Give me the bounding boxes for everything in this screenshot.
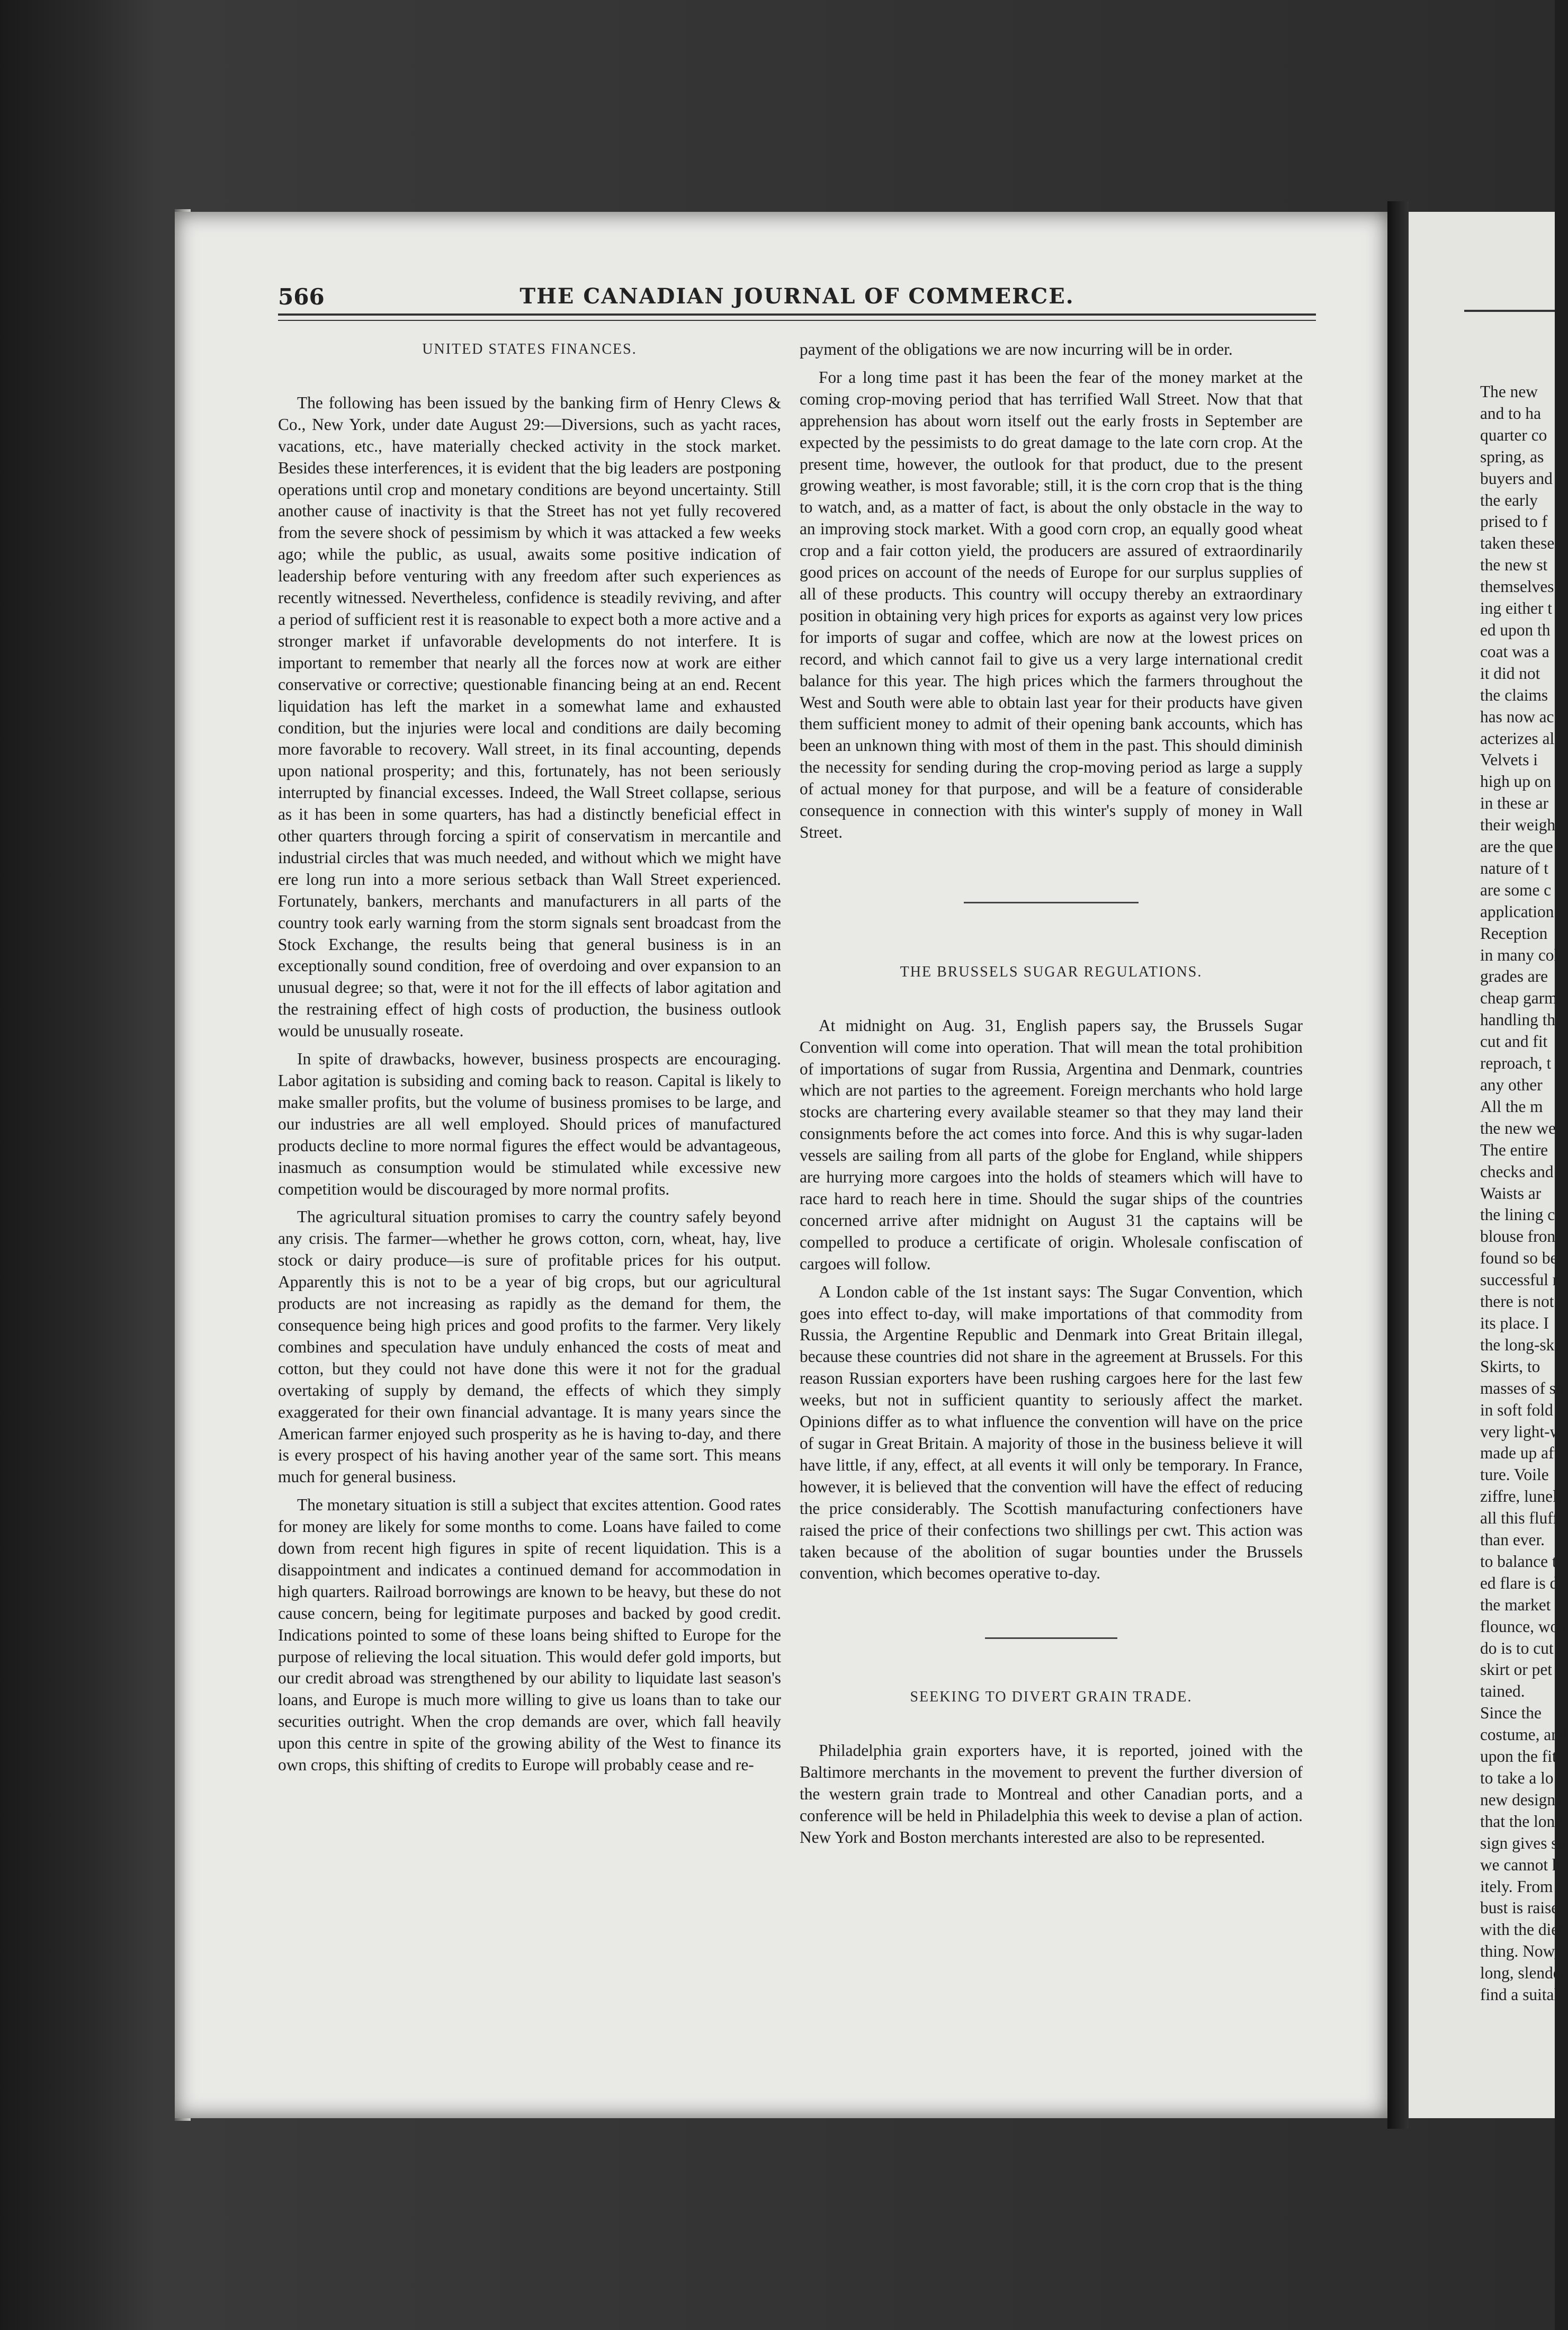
- adjacent-page-line: grades are: [1480, 967, 1548, 986]
- adjacent-page-line: taken these: [1480, 534, 1555, 553]
- adjacent-page-line: its place. I: [1480, 1313, 1549, 1332]
- right-column: [800, 339, 1303, 1855]
- adjacent-page-line: prised to f: [1480, 512, 1548, 531]
- adjacent-page-line: All the m: [1480, 1097, 1543, 1116]
- article-paragraph: For a long time past it has been the fear of the money market at the coming crop-moving period that has terrified Wall Street. Now that that apprehension has about worn itself out the early frosts in September are expected by the pessimists to do great damage to the late corn crop. At the present time, however, the outlook for that product, due to the present growing weather, is most favorable; still, it is the corn crop that is the thing to watch, and, as a matter of fact, is about the only obstacle in the way to an improving stock market. With a good corn crop, an equally good wheat crop and a fair cotton yield, the producers are assured of extraordinarily good prices on account of the needs of Europe for our surplus supplies of all of these products. This country will occupy thereby an extraordinary position in obtaining very high prices for exports as against very low prices for imports of sugar and coffee, which are now at the lowest prices on record, and which cannot fail to give us a very large international credit balance for this year. The high prices which the farmers throughout the West and South were able to obtain last year for their products have given them sufficient money to admit of their opening bank accounts, which has been an unknown thing with most of them in the past. This should diminish the necessity for sending during the crop-moving period as large a supply of actual money for that purpose, and will be a feature of considerable consequence in connection with this winter's supply of money in Wall Street.: [800, 368, 1303, 841]
- adjacent-page-column: [1480, 381, 1568, 2006]
- adjacent-page-line: cut and fit: [1480, 1032, 1548, 1051]
- adjacent-page-line: their weigh: [1480, 816, 1556, 835]
- adjacent-page-line: in many col: [1480, 945, 1559, 964]
- article-title-us-finances: UNITED STATES FINANCES.: [422, 341, 637, 357]
- adjacent-page-line: the new st: [1480, 555, 1548, 575]
- article-title-brussels-sugar: THE BRUSSELS SUGAR REGULATIONS.: [900, 963, 1203, 980]
- adjacent-page-line: buyers and: [1480, 469, 1553, 488]
- adjacent-page-line: are some c: [1480, 880, 1552, 899]
- adjacent-page-line: ziffre, lunel,: [1480, 1487, 1562, 1506]
- article-paragraph: The monetary situation is still a subject that excites attention. Good rates for money are likely for some months to come. Loans have failed to come down from recent high figures in spite of recent liquidation. This is a disappointment and indicates a continued demand for accommodation in high quarters. Railroad borrowings are known to be heavy, but these do not cause concern, being for legitimate purposes and backed by good credit. Indications pointed to some of these loans being shifted to Europe for the purpose of relieving the local situation. This would defer gold imports, but our credit abroad was strengthened by our ability to liquidate last season's loans, and Europe is much more willing to give us loans than to take our securities outright. When the crop demands are over, which fall heavily upon this centre in spite of the growing ability of the West to finance its own crops, this shifting of credits to Europe will probably cease and re-: [278, 1495, 781, 1775]
- article-continuation: payment of the obligations we are now incurring will be in order.: [800, 340, 1233, 359]
- adjacent-page-line: themselves: [1480, 577, 1554, 596]
- section-divider: [964, 902, 1139, 903]
- adjacent-page-line: sign gives su: [1480, 1833, 1566, 1852]
- adjacent-page-line: The new: [1480, 382, 1538, 401]
- adjacent-page-line: Skirts, to: [1480, 1357, 1540, 1376]
- adjacent-page-line: handling th: [1480, 1010, 1556, 1029]
- adjacent-page-line: that the long: [1480, 1812, 1563, 1831]
- adjacent-page-line: with the diet: [1480, 1920, 1563, 1939]
- adjacent-page-line: ing either t: [1480, 599, 1552, 618]
- adjacent-page-line: are the que: [1480, 837, 1553, 856]
- adjacent-page-line: masses of sh: [1480, 1378, 1564, 1397]
- adjacent-page-line: there is not: [1480, 1292, 1554, 1311]
- adjacent-page-line: we cannot h: [1480, 1855, 1561, 1874]
- adjacent-page-line: ture. Voile: [1480, 1465, 1549, 1484]
- adjacent-page-line: cheap garm: [1480, 989, 1557, 1008]
- adjacent-page-line: Velvets i: [1480, 750, 1538, 769]
- adjacent-page-line: Waists ar: [1480, 1184, 1542, 1203]
- adjacent-page-line: skirt or pet: [1480, 1660, 1553, 1679]
- adjacent-page-line: found so be: [1480, 1249, 1558, 1268]
- adjacent-page-line: the market: [1480, 1595, 1551, 1614]
- adjacent-page-line: than ever.: [1480, 1530, 1545, 1549]
- adjacent-page-line: Since the: [1480, 1704, 1542, 1723]
- left-column: [278, 339, 781, 1782]
- adjacent-page-line: to balance t: [1480, 1552, 1557, 1571]
- adjacent-page-line: reproach, t: [1480, 1054, 1552, 1073]
- article-paragraph: The agricultural situation promises to carry the country safely beyond any crisis. The farmer—whether he grows cotton, corn, wheat, hay, live stock or dairy produce—is sure of profitable prices for his output. Apparently this is not to be a year of big crops, but our agricultural products are not increasing as rapidly as the demand for them, the consequence being high prices and good profits to the farmer. Very likely combines and speculation have unduly enhanced the costs of meat and cotton, but they could not have done this were it not for the gradual overtaking of supply by demand, the effects of which they simply exaggerated for their own financial advantage. It is many years since the American farmer enjoyed such prosperity as he is having to-day, and there is every prospect of his having another year of the same sort. This means much for general business.: [278, 1207, 781, 1486]
- adjacent-page-line: new designs,: [1480, 1790, 1566, 1809]
- page-number: 566: [278, 284, 325, 310]
- adjacent-page-line: itely. From: [1480, 1877, 1553, 1896]
- book-gutter: [1387, 201, 1409, 2129]
- adjacent-page-line: upon the fit: [1480, 1747, 1557, 1766]
- adjacent-page-line: in soft fold: [1480, 1400, 1553, 1419]
- adjacent-page-line: spring, as: [1480, 447, 1544, 466]
- adjacent-page-line: to take a lo: [1480, 1769, 1554, 1787]
- adjacent-page-line: the early: [1480, 490, 1538, 509]
- adjacent-page-line: it did not: [1480, 664, 1540, 683]
- adjacent-page-rule: [1464, 310, 1555, 315]
- adjacent-page-line: flounce, wov: [1480, 1617, 1567, 1636]
- journal-title: THE CANADIAN JOURNAL OF COMMERCE.: [519, 284, 1074, 309]
- adjacent-page-line: ed flare is d: [1480, 1573, 1558, 1592]
- article-paragraph: Philadelphia grain exporters have, it is reported, joined with the Baltimore merchants in the movement to prevent the further diversion of the western grain trade to Montreal and other Canadian ports, and a conference will be held in Philadelphia this week to devise a plan of action. New York and Boston merchants interested are also to be represented.: [800, 1741, 1303, 1847]
- adjacent-page-line: acterizes al: [1480, 729, 1555, 748]
- adjacent-page-line: high up on: [1480, 772, 1552, 791]
- adjacent-page-line: thing. Now,: [1480, 1942, 1558, 1961]
- article-paragraph: The following has been issued by the banking firm of Henry Clews & Co., New York, under date August 29:—Diversions, such as yacht races, vacations, etc., have materially checked activity in the stock market. Besides these interferences, it is evident that the big leaders are postponing operations until crop and monetary conditions are beyond uncertainty. Still another cause of inactivity is that the Street has not yet fully recovered from the severe shock of pessimism by which it was attacked a few weeks ago; while the public, as usual, awaits some positive indication of leadership before venturing with any freedom after such experiences as recently witnessed. Nevertheless, confidence is steadily reviving, and after a period of sufficient rest it is reasonable to expect both a more active and a stronger market if unfavorable developments do not interfere. It is important to remember that nearly all the forces now at work are either conservative or corrective; questionable financing being at an end. Recent liquidation has left the market in a somewhat lame and exhausted condition, but the injuries were local and conditions are daily becoming more favorable to recovery. Wall street, in its final accounting, depends upon national prosperity; and this, fortunately, has not been seriously interrupted by financial excesses. Indeed, the Wall Street collapse, serious as it has been in some quarters, has had a distinctly beneficial effect in other quarters through forcing a spirit of conservatism in mercantile and industrial circles that was much needed, and without which we might have ere long run into a more serious setback than Wall Street experienced. Fortunately, bankers, merchants and manufacturers in all parts of the country took early warning from the storm signals sent broadcast from the Stock Exchange, the results being that general business is in an exceptionally sound condition, free of overdoing and over expansion to an unusual degree; so that, were it not for the ill effects of labor agitation and the restraining effect of high costs of production, the business outlook would be unusually roseate.: [278, 393, 781, 1041]
- adjacent-page-line: The entire: [1480, 1140, 1548, 1159]
- adjacent-page-line: checks and: [1480, 1162, 1554, 1181]
- adjacent-page-line: any other: [1480, 1076, 1543, 1094]
- adjacent-page-line: made up aft: [1480, 1444, 1559, 1463]
- adjacent-page-line: application.: [1480, 902, 1558, 921]
- adjacent-page-line: coat was a: [1480, 642, 1549, 661]
- adjacent-page-line: and to ha: [1480, 404, 1542, 423]
- adjacent-page-line: has now ac: [1480, 707, 1554, 726]
- adjacent-page-line: successful r: [1480, 1270, 1558, 1289]
- section-divider: [985, 1637, 1117, 1639]
- article-paragraph: In spite of drawbacks, however, business prospects are encouraging. Labor agitation is subsiding and coming back to reason. Capital is likely to make smaller profits, but the volume of business promises to be large, and our industries are all well employed. Should prices of manufactured products decline to more normal figures the effect would be advantageous, inasmuch as consumption would be stimulated while excessive new competition would be discouraged by more normal profits.: [278, 1050, 781, 1198]
- adjacent-page-line: the long-ski: [1480, 1335, 1560, 1354]
- adjacent-page-line: very light-w: [1480, 1422, 1562, 1441]
- adjacent-page-line: the lining c: [1480, 1205, 1555, 1224]
- adjacent-page-line: ed upon th: [1480, 620, 1551, 639]
- adjacent-page-line: do is to cut: [1480, 1638, 1554, 1657]
- adjacent-page-line: bust is raise: [1480, 1898, 1559, 1917]
- article-paragraph: A London cable of the 1st instant says: The Sugar Convention, which goes into effect to-day, will make importations of that commodity from Russia, the Argentine Republic and Denmark into Great Britain illegal, because these countries did not share in the agreement at Brussels. For this reason Russian exporters have been rushing cargoes here for the last few weeks, but not in sufficient quantity to seriously affect the market. Opinions differ as to what influence the convention will have on the price of sugar in Great Britain. A majority of those in the business believe it will have little, if any, effect, at all events it will only be temporary. In France, however, it is believed that the convention will have the effect of reducing the price considerably. The Scottish manufacturing confectioners have raised the price of their confections two shillings per cwt. This action was taken because of the abolition of sugar bounties under the Brussels convention, which becomes operative to-day.: [800, 1282, 1303, 1583]
- adjacent-page-line: find a suital: [1480, 1985, 1559, 2004]
- adjacent-page-line: nature of t: [1480, 858, 1548, 877]
- article-title-grain-trade: SEEKING TO DIVERT GRAIN TRADE.: [910, 1689, 1193, 1706]
- adjacent-page-line: blouse fron: [1480, 1227, 1556, 1246]
- page-header: [278, 281, 1316, 312]
- adjacent-page-line: all this fluff: [1480, 1509, 1558, 1528]
- header-rule: [278, 313, 1316, 321]
- adjacent-page-line: Reception: [1480, 924, 1548, 943]
- article-paragraph: At midnight on Aug. 31, English papers say, the Brussels Sugar Convention will come into operation. That will mean the total prohibition of importations of sugar from Russia, Argentina and Denmark, countries which are not parties to the agreement. Foreign merchants who hold large stocks are chartering every available steamer so that they may land their consignments before the act comes into force. And this is why sugar-laden vessels are sailing from all parts of the globe for England, while shippers are hurrying more cargoes into the holds of steamers which will have to race hard to reach here in time. Should the sugar ships of the countries concerned arrive after midnight on August 31 the captains will be compelled to produce a certificate of origin. Wholesale confiscation of cargoes will follow.: [800, 1016, 1303, 1273]
- adjacent-page-line: costume, and: [1480, 1725, 1568, 1744]
- adjacent-page-line: long, slender: [1480, 1964, 1566, 1983]
- adjacent-page-line: tained.: [1480, 1682, 1525, 1701]
- adjacent-page-line: the claims: [1480, 685, 1548, 704]
- adjacent-page-line: quarter co: [1480, 425, 1547, 444]
- adjacent-page-line: in these ar: [1480, 794, 1548, 813]
- adjacent-page-line: the new we: [1480, 1118, 1556, 1137]
